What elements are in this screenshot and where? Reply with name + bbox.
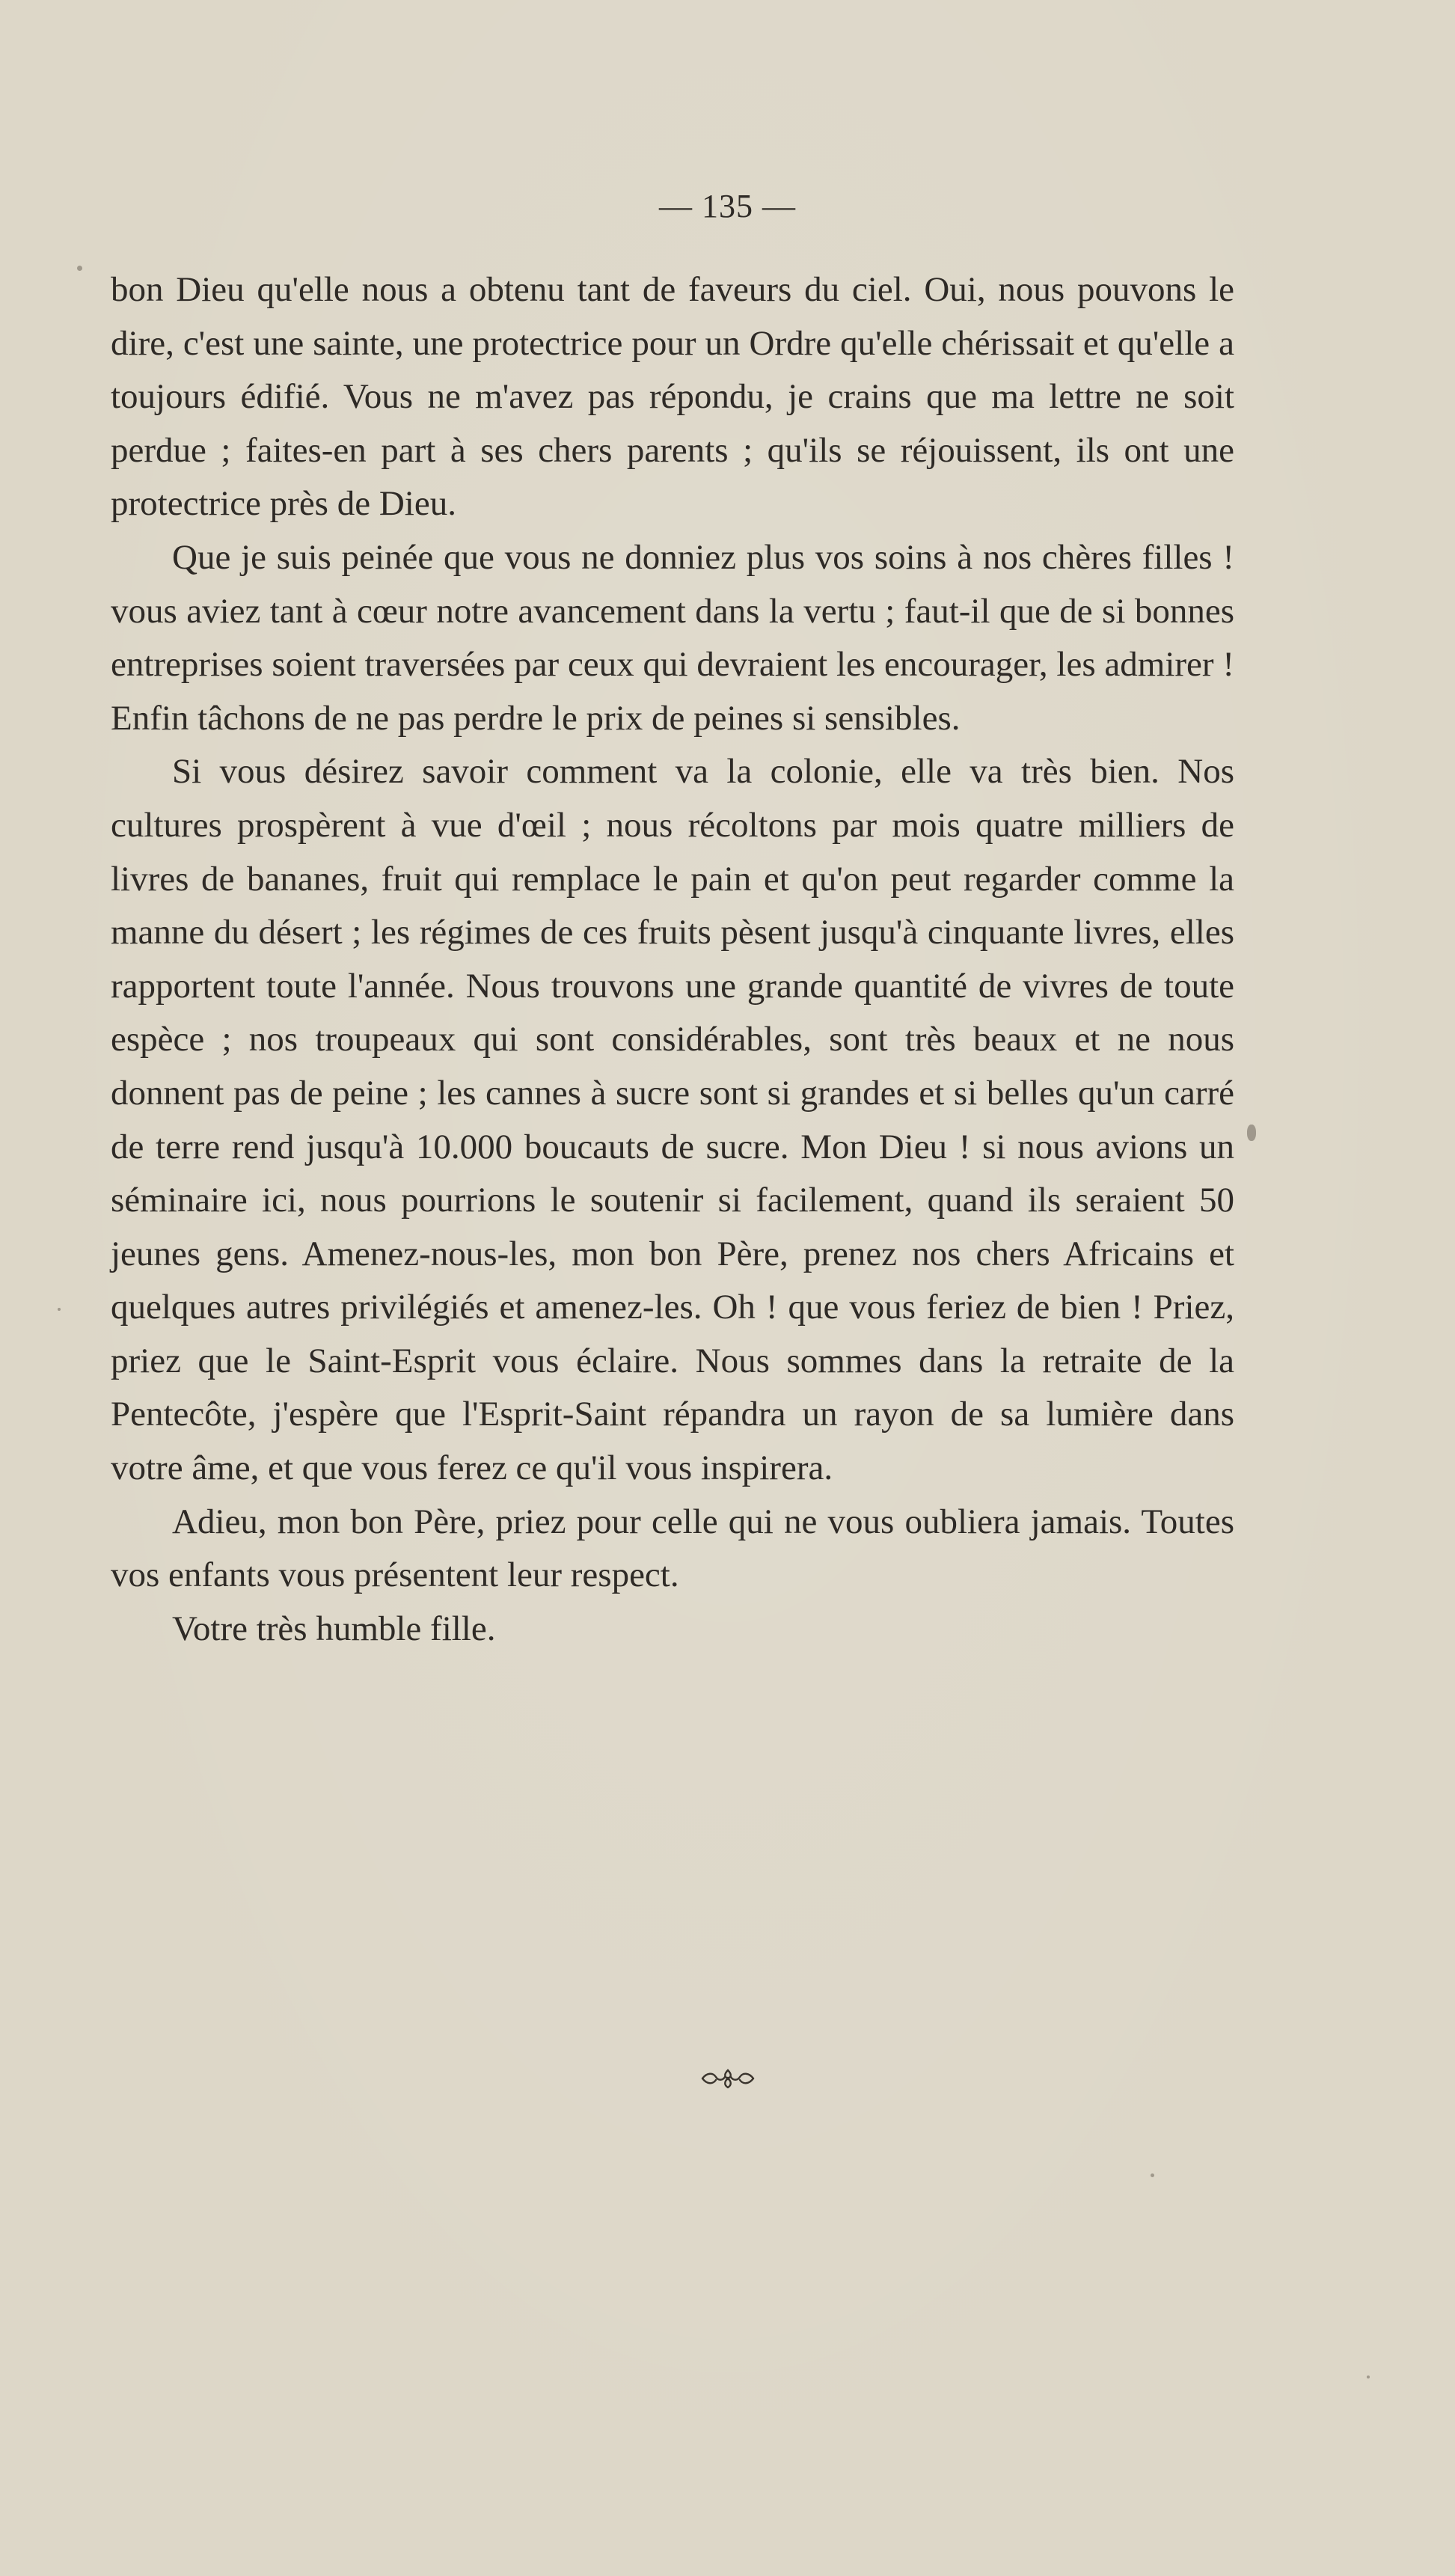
page-number: — 135 — <box>659 188 796 224</box>
paragraph-3: Si vous désirez savoir comment va la colonie, elle va très bien. Nos cultures prospèrent à vue d'œil ; nous récoltons par mois quatre milliers de livres de bananes, fruit qui remplace le pain et qu'on peut regarder comme la manne du désert ; les régimes de ces fruits pèsent jusqu'à cinquante livres, elles rapportent toute l'année. Nous trouvons une grande quantité de vivres de toute espèce ; nos troupeaux qui sont considérables, sont très beaux et ne nous donnent pas de peine ; les cannes à sucre sont si grandes et si belles qu'un carré de terre rend jusqu'à 10.000 boucauts de sucre. Mon Dieu ! si nous avions un séminaire ici, nous pourrions le soutenir si facilement, quand ils seraient 50 jeunes gens. Amenez-nous-les, mon bon Père, prenez nos chers Africains et quelques autres privilégiés et amenez-les. Oh ! que vous feriez de bien ! Priez, priez que le Saint-Esprit vous éclaire. Nous sommes dans la retraite de la Pentecôte, j'espère que l'Esprit-Saint répandra un rayon de sa lumière dans votre âme, et que vous ferez ce qu'il vous inspirera. <box>111 752 1234 1488</box>
closing-signature: Votre très humble fille. <box>172 1609 496 1648</box>
paper-speck <box>1151 2173 1154 2177</box>
paper-speck <box>1247 1125 1256 1141</box>
paragraph-2: Que je suis peinée que vous ne donniez plus vos soins à nos chères filles ! vous aviez tant à cœur notre avancement dans la vertu ; faut-il que de si bonnes entreprises soient traversées par ceux qui devraient les encourager, les admirer ! Enfin tâchons de ne pas perdre le prix de peines si sensibles. <box>111 537 1234 738</box>
letter-body <box>111 263 1234 1656</box>
paper-speck <box>77 266 82 271</box>
paragraph-1: bon Dieu qu'elle nous a obtenu tant de faveurs du ciel. Oui, nous pouvons le dire, c'est une sainte, une protectrice pour un Ordre qu'elle chérissait et qu'elle a toujours édifié. Vous ne m'avez pas répondu, je crains que ma lettre ne soit perdue ; faites-en part à ses chers parents ; qu'ils se réjouissent, ils ont une protectrice près de Dieu. <box>111 270 1234 524</box>
paper-speck <box>58 1308 61 1311</box>
fleuron-ornament <box>0 2063 1455 2093</box>
paper-speck <box>1367 2375 1370 2378</box>
fleuron-ornament-icon <box>699 2067 756 2090</box>
paragraph-4: Adieu, mon bon Père, priez pour celle qui ne vous oubliera jamais. Toutes vos enfants vous présentent leur respect. <box>111 1502 1234 1595</box>
